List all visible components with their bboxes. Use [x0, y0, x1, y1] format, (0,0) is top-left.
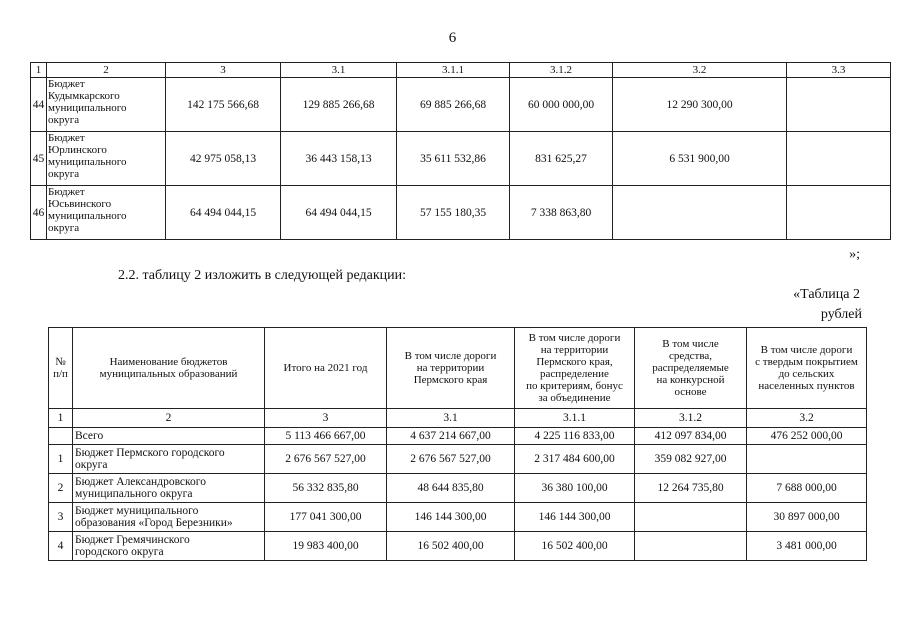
header-3-2: В том числе дороги с твердым покрытием до сельских населенных пунктов [747, 328, 867, 409]
cell-3-2 [747, 445, 867, 474]
total-label: Всего [73, 428, 265, 445]
cell-3-1-2: 60 000 000,00 [510, 78, 613, 132]
header-3-1-1: В том числе дороги на территории Пермского края, распределение по критериям, бонус за объединение [515, 328, 635, 409]
page-number: 6 [448, 30, 457, 46]
cell-total: 19 983 400,00 [265, 532, 387, 561]
table-row [31, 132, 891, 186]
cell-3-3 [787, 132, 891, 186]
cell-total: 2 676 567 527,00 [265, 445, 387, 474]
header-total: Итого на 2021 год [265, 328, 387, 409]
column-number: 3.1.1 [397, 63, 510, 78]
cell-3-1: 16 502 400,00 [387, 532, 515, 561]
cell-3-1-1: 146 144 300,00 [515, 503, 635, 532]
cell-3-2 [613, 186, 787, 240]
cell-3-1-1: 36 380 100,00 [515, 474, 635, 503]
row-number: 1 [49, 445, 73, 474]
cell-3-1-2: 359 082 927,00 [635, 445, 747, 474]
cell-3-1-1: 2 317 484 600,00 [515, 445, 635, 474]
budget-name: Бюджет Юрлинского муниципального округа [47, 132, 166, 186]
cell-total: 5 113 466 667,00 [265, 428, 387, 445]
row-number: 46 [31, 186, 47, 240]
total-row [49, 428, 867, 445]
column-number: 3.1.2 [635, 409, 747, 428]
table-row [31, 186, 891, 240]
table-caption: «Таблица 2 [793, 287, 860, 302]
cell-3-1-2: 831 625,27 [510, 132, 613, 186]
table-row [49, 474, 867, 503]
closing-quote: »; [849, 247, 860, 262]
cell-3-1-2: 7 338 863,80 [510, 186, 613, 240]
column-number: 3.1 [281, 63, 397, 78]
cell-3-1-2: 12 264 735,80 [635, 474, 747, 503]
cell-3-1: 36 443 158,13 [281, 132, 397, 186]
cell-total: 56 332 835,80 [265, 474, 387, 503]
cell-3-3 [787, 186, 891, 240]
row-number: 4 [49, 532, 73, 561]
column-number: 3 [265, 409, 387, 428]
cell-3-1: 2 676 567 527,00 [387, 445, 515, 474]
column-number: 2 [47, 63, 166, 78]
budget-name: Бюджет Кудымкарского муниципального округа [47, 78, 166, 132]
cell-3-1-1: 69 885 266,68 [397, 78, 510, 132]
cell-total: 64 494 044,15 [166, 186, 281, 240]
units-label: рублей [820, 307, 862, 322]
cell-3-1: 64 494 044,15 [281, 186, 397, 240]
cell-total: 142 175 566,68 [166, 78, 281, 132]
row-number: 45 [31, 132, 47, 186]
header-3-1: В том числе дороги на территории Пермского края [387, 328, 515, 409]
instruction-text: 2.2. таблицу 2 изложить в следующей редакции: [118, 268, 407, 283]
column-number-row [49, 409, 867, 428]
budget-name: Бюджет Александровского муниципального округа [73, 474, 265, 503]
column-number: 3.3 [787, 63, 891, 78]
row-number: 3 [49, 503, 73, 532]
cell-3-2: 6 531 900,00 [613, 132, 787, 186]
cell-3-1: 4 637 214 667,00 [387, 428, 515, 445]
budget-name: Бюджет Пермского городского округа [73, 445, 265, 474]
table-row [31, 78, 891, 132]
column-number: 1 [49, 409, 73, 428]
cell-3-2: 30 897 000,00 [747, 503, 867, 532]
row-number: 2 [49, 474, 73, 503]
table-row [49, 503, 867, 532]
row-number: 44 [31, 78, 47, 132]
table-row [49, 532, 867, 561]
column-number: 3.1 [387, 409, 515, 428]
column-number: 1 [31, 63, 47, 78]
cell-3-1: 146 144 300,00 [387, 503, 515, 532]
column-number: 3.2 [747, 409, 867, 428]
cell-3-1: 48 644 835,80 [387, 474, 515, 503]
column-number: 2 [73, 409, 265, 428]
header-row [49, 328, 867, 409]
cell-3-1: 129 885 266,68 [281, 78, 397, 132]
header-3-1-2: В том числе средства, распределяемые на конкурсной основе [635, 328, 747, 409]
cell-total: 177 041 300,00 [265, 503, 387, 532]
cell-3-2: 3 481 000,00 [747, 532, 867, 561]
column-number-row [31, 63, 891, 78]
cell-3-1-1: 4 225 116 833,00 [515, 428, 635, 445]
budget-name: Бюджет Гремячинского городского округа [73, 532, 265, 561]
cell-3-1-1: 16 502 400,00 [515, 532, 635, 561]
budget-table-continuation [30, 62, 891, 240]
table-row [49, 445, 867, 474]
header-number: № п/п [49, 328, 73, 409]
row-number [49, 428, 73, 445]
cell-3-1-2 [635, 503, 747, 532]
cell-3-1-2: 412 097 834,00 [635, 428, 747, 445]
column-number: 3.1.1 [515, 409, 635, 428]
cell-3-1-1: 35 611 532,86 [397, 132, 510, 186]
header-name: Наименование бюджетов муниципальных образований [73, 328, 265, 409]
cell-3-2: 7 688 000,00 [747, 474, 867, 503]
column-number: 3 [166, 63, 281, 78]
cell-3-3 [787, 78, 891, 132]
budget-name: Бюджет муниципального образования «Город Березники» [73, 503, 265, 532]
cell-3-2: 476 252 000,00 [747, 428, 867, 445]
column-number: 3.1.2 [510, 63, 613, 78]
budget-name: Бюджет Юсьвинского муниципального округа [47, 186, 166, 240]
cell-3-1-1: 57 155 180,35 [397, 186, 510, 240]
column-number: 3.2 [613, 63, 787, 78]
cell-3-1-2 [635, 532, 747, 561]
cell-total: 42 975 058,13 [166, 132, 281, 186]
budget-table-2 [48, 327, 867, 561]
cell-3-2: 12 290 300,00 [613, 78, 787, 132]
